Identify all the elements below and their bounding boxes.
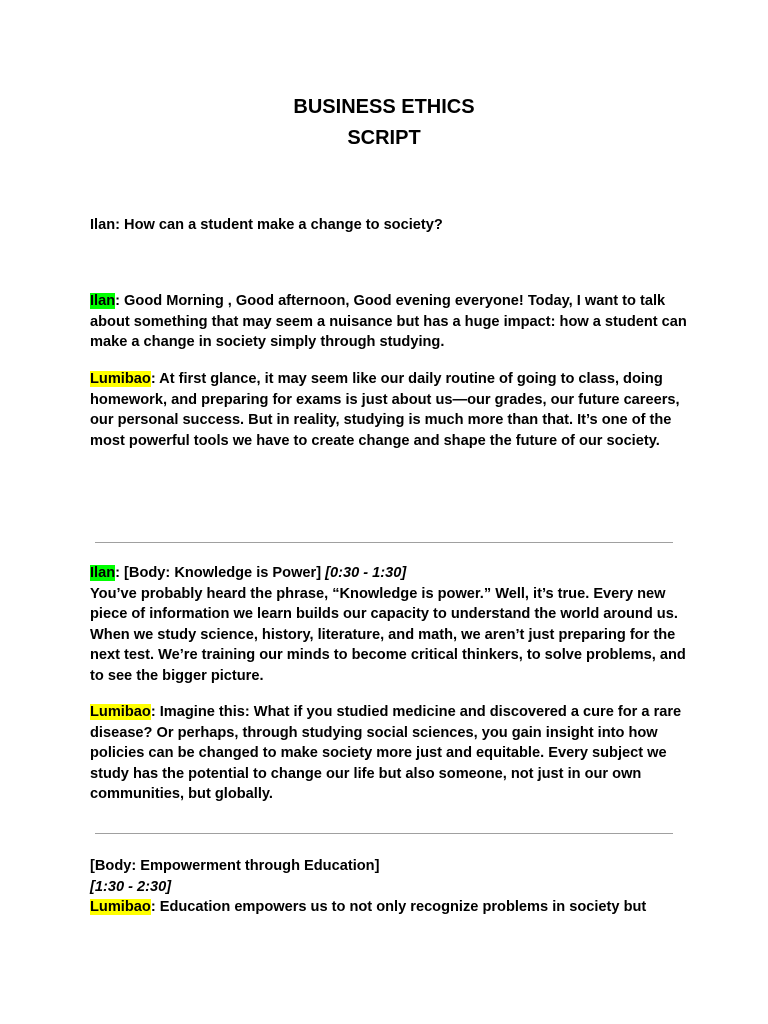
section-divider-1 (95, 542, 673, 543)
speaker-highlight-ilan: Ilan (90, 293, 116, 309)
section2-heading: [Body: Empowerment through Education] (90, 858, 380, 874)
intro-lumibao-text: : At first glance, it may seem like our daily routine of going to class, doing homework, and preparing for exams is just about us—our grades, our future careers, our personal success. But in reality, studying is much more than that. It’s one of the most powerful tools we have to create change and shape the future of our society. (90, 371, 684, 449)
intro-ilan-paragraph (90, 291, 690, 353)
section1-ilan-paragraph (90, 563, 690, 687)
section1-timing: [0:30 - 1:30] (325, 565, 407, 581)
speaker-highlight-ilan: Ilan (90, 565, 116, 581)
intro-ilan-text: : Good Morning , Good afternoon, Good evening everyone! Today, I want to talk about something that may seem a nuisance but has a huge impact: how a student can make a change in society simply through studying. (90, 293, 691, 351)
section1-heading: : [Body: Knowledge is Power] (115, 565, 326, 581)
speaker-highlight-lumibao: Lumibao (90, 704, 151, 720)
intro-lumibao-paragraph (90, 369, 690, 451)
section-divider-2 (95, 833, 673, 834)
section2-lumibao-text: : Education empowers us to not only recognize problems in society but (150, 899, 647, 916)
section1-lumibao-paragraph (90, 702, 690, 805)
section1-lumibao-text: : Imagine this: What if you studied medicine and discovered a cure for a rare disease? Or perhaps, through studying social sciences, you gain insight into how policies can be changed to make society more just and equitable. Every subject we study has the potential to change our life but also someone, not just in our own communities, but globally. (90, 704, 686, 803)
speaker-highlight-lumibao: Lumibao (90, 371, 151, 387)
section2-timing: [1:30 - 2:30] (90, 878, 172, 895)
document-title-line2: SCRIPT (347, 127, 421, 149)
document-title-line1: BUSINESS ETHICS (293, 96, 475, 118)
section2-paragraph (90, 856, 690, 918)
section1-body-text: You’ve probably heard the phrase, “Knowledge is power.” Well, it’s true. Every new piece of information we learn builds our capacity to understand the world around us. When we study science, history, literature, and math, we aren’t just preparing for the next test. We’re training our minds to become critical thinkers, to solve problems, and to see the bigger picture. (90, 585, 690, 684)
opening-question: Ilan: How can a student make a change to society? (90, 217, 443, 233)
speaker-highlight-lumibao: Lumibao (90, 899, 151, 916)
